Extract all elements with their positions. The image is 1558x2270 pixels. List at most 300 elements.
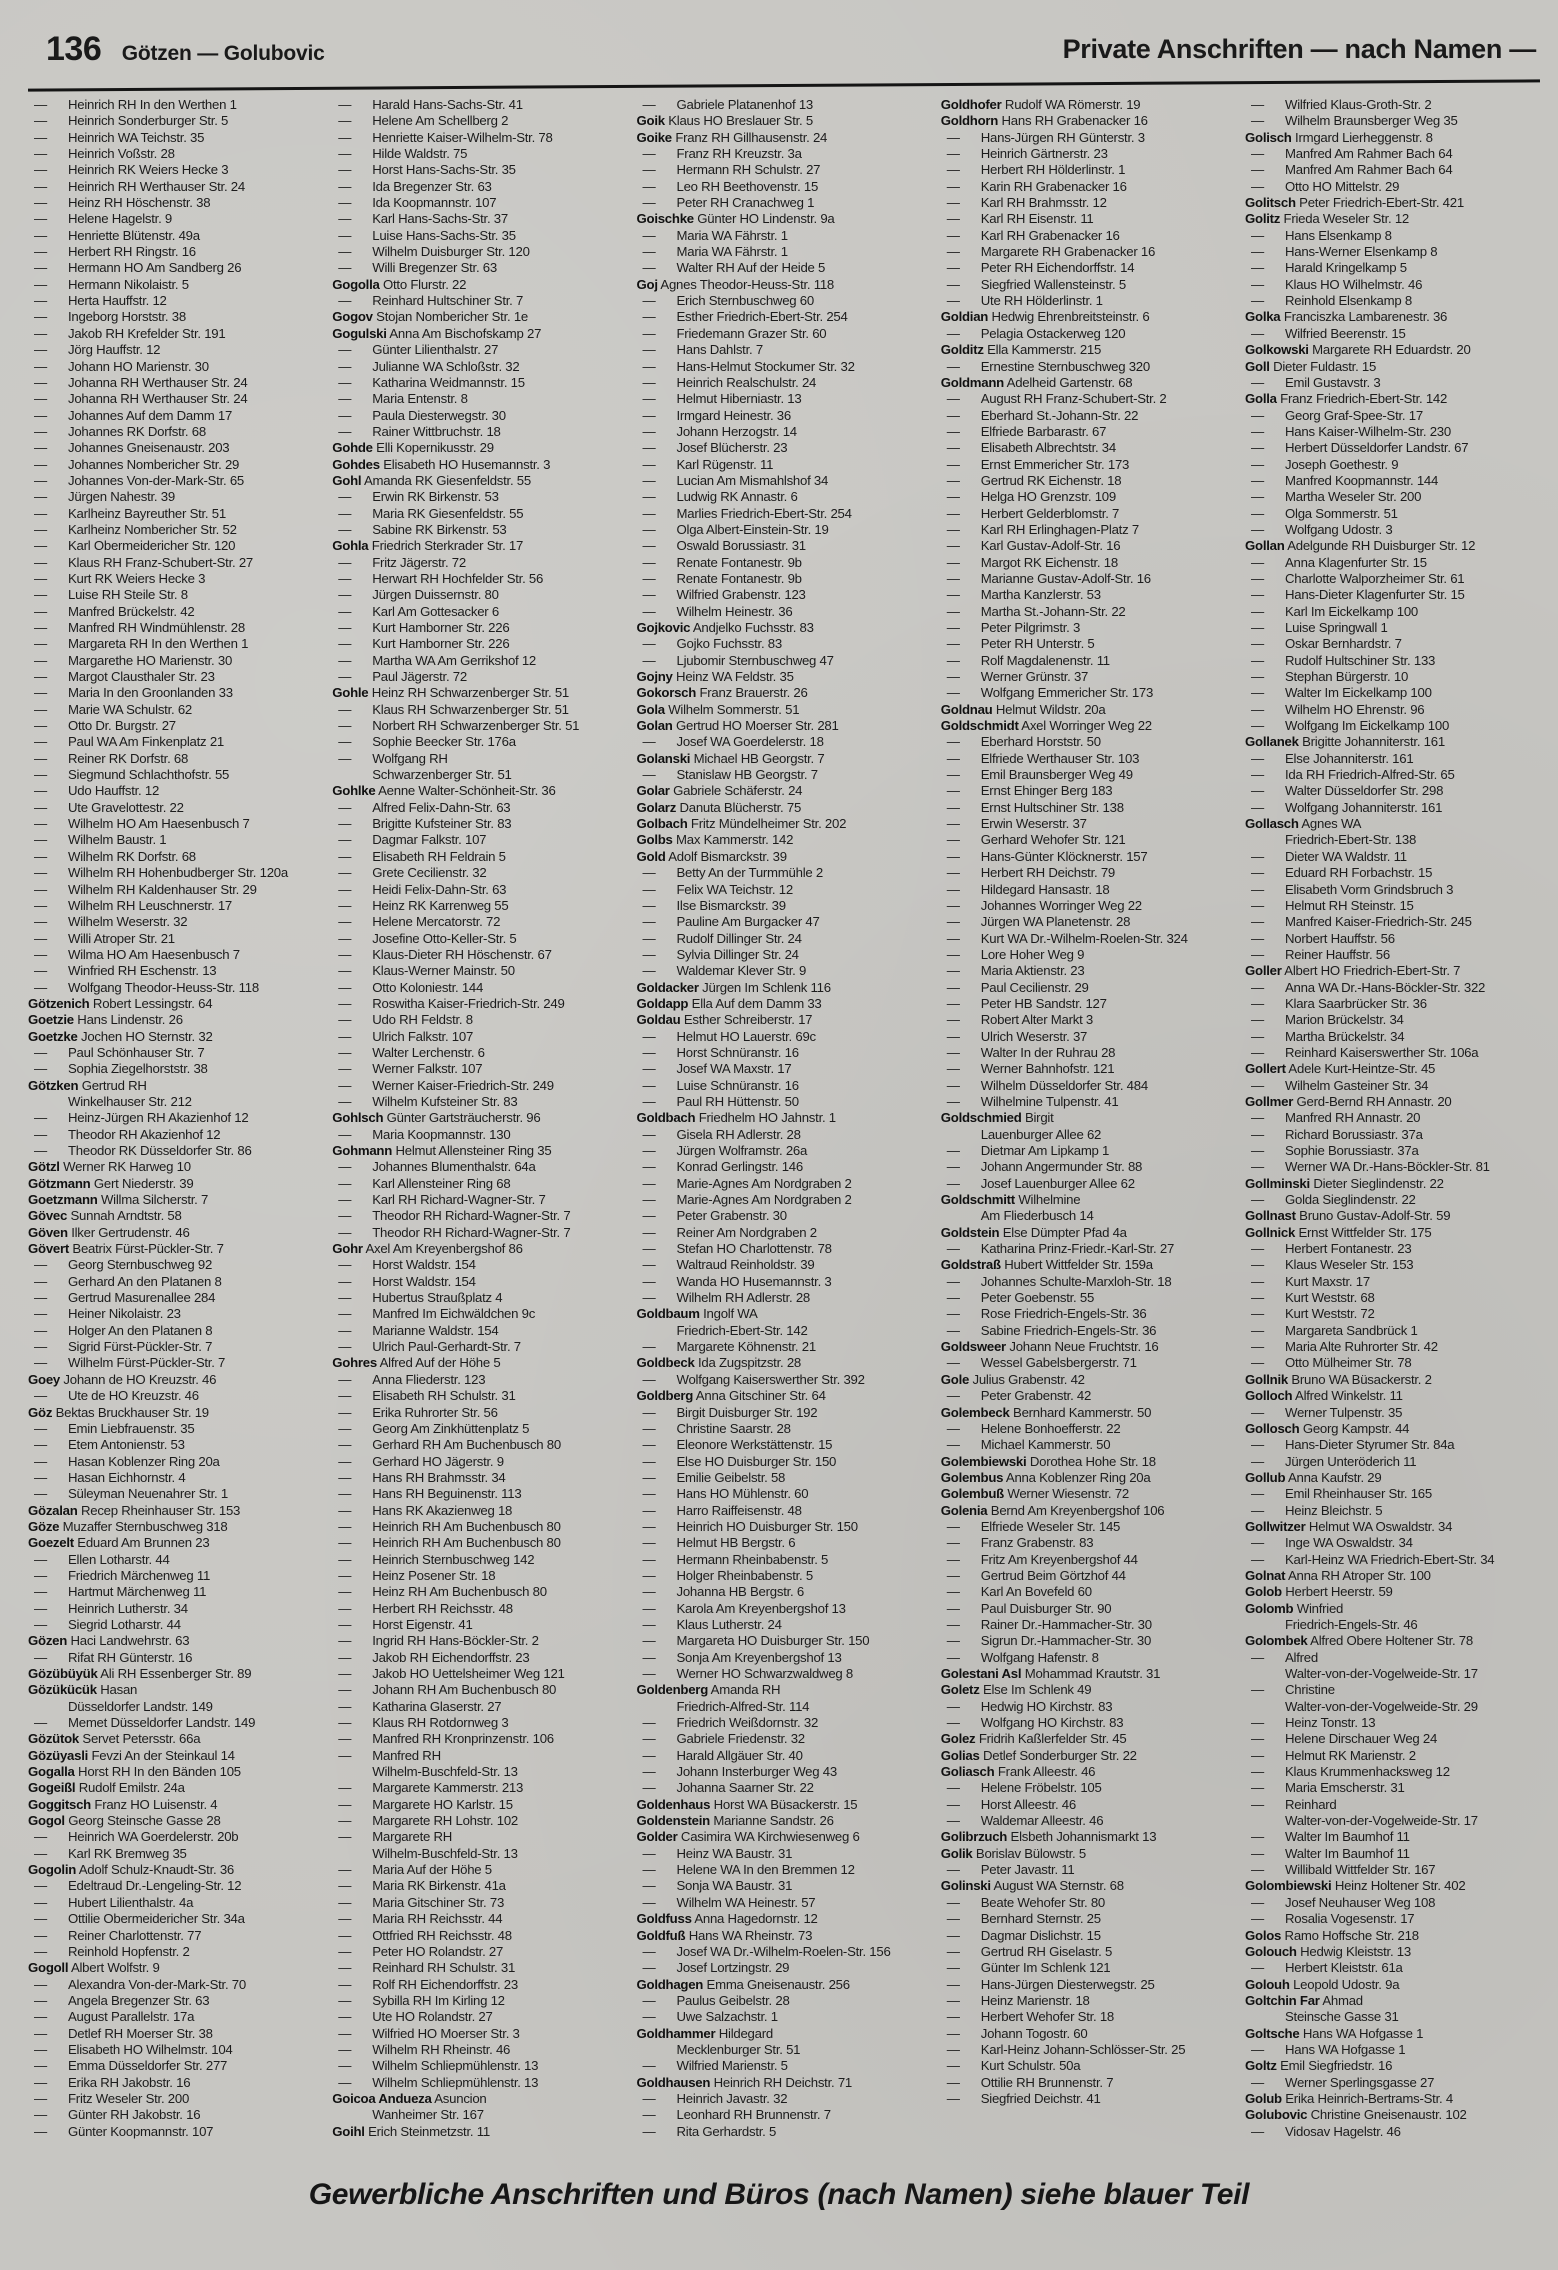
directory-entry: — Heinrich Sternbuschweg 142 — [338, 1551, 535, 1567]
directory-entry: Walter-von-der-Vogelweide-Str. 17 — [1285, 1813, 1478, 1829]
directory-entry: Gohlsch Günter Gartsträucherstr. 96 — [332, 1110, 541, 1126]
directory-entry: — Walter Düsseldorfer Str. 298 — [1251, 783, 1444, 799]
directory-entry: Golkowski Margarete RH Eduardstr. 20 — [1245, 342, 1471, 358]
directory-entry: — Ellen Lotharstr. 44 — [34, 1551, 170, 1567]
directory-entry: — Heinrich Sonderburger Str. 5 — [34, 113, 229, 129]
directory-entry: — Julianne WA Schloßstr. 32 — [338, 358, 520, 374]
directory-entry: Wanheimer Str. 167 — [372, 2107, 484, 2123]
directory-entry: — Heinrich RH Werthauser Str. 24 — [34, 178, 245, 194]
directory-entry: — Luise Hans-Sachs-Str. 35 — [338, 227, 516, 243]
directory-entry: — Gisela RH Adlerstr. 28 — [642, 1126, 801, 1142]
directory-entry: — Willibald Wittfelder Str. 167 — [1251, 1862, 1436, 1878]
directory-entry: — Renate Fontanestr. 9b — [642, 570, 802, 586]
directory-entry: — Werner Falkstr. 107 — [338, 1061, 483, 1077]
directory-entry: — Josef Blücherstr. 23 — [642, 440, 788, 456]
directory-entry: — Manfred Im Eichwäldchen 9c — [338, 1306, 536, 1322]
directory-entry: — Heinz RK Karrenweg 55 — [338, 897, 509, 913]
directory-entry: — Reiner Hauffstr. 56 — [1251, 946, 1390, 962]
directory-entry: — Sophia Ziegelhorststr. 38 — [34, 1061, 208, 1077]
directory-entry: Golembiewski Dorothea Hohe Str. 18 — [940, 1453, 1156, 1469]
directory-entry: — Sabine Friedrich-Engels-Str. 36 — [946, 1322, 1157, 1338]
directory-entry: — Gojko Fuchsstr. 83 — [642, 636, 782, 652]
directory-entry: — Else HO Duisburger Str. 150 — [642, 1453, 837, 1469]
directory-entry: Gohdes Elisabeth HO Husemannstr. 3 — [332, 456, 551, 472]
directory-entry: — Elfriede Werthauser Str. 103 — [946, 750, 1140, 766]
directory-entry: Goldfuss Anna Hagedornstr. 12 — [636, 1911, 818, 1927]
directory-entry: — Maria Auf der Höhe 5 — [338, 1862, 492, 1878]
directory-entry: — Hermann Nikolaistr. 5 — [34, 276, 189, 292]
directory-entry: — Walter Im Eickelkamp 100 — [1251, 685, 1432, 701]
directory-entry: — Lore Hoher Weg 9 — [946, 946, 1085, 962]
directory-entry: — Ottfried RH Reichsstr. 48 — [338, 1927, 512, 1943]
directory-entry: — Hasan Eichhornstr. 4 — [34, 1469, 186, 1485]
directory-entry: Walter-von-der-Vogelweide-Str. 29 — [1285, 1698, 1478, 1714]
directory-entry: Golarz Danuta Blücherstr. 75 — [636, 799, 802, 815]
directory-entry: — Wilhelmine Tulpenstr. 41 — [946, 1093, 1119, 1109]
directory-entry: — Manfred Brückelstr. 42 — [34, 603, 195, 619]
directory-entry: — Wilfried Klaus-Groth-Str. 2 — [1251, 97, 1432, 112]
directory-entry: Golder Casimira WA Kirchwiesenweg 6 — [636, 1829, 860, 1845]
directory-entry: — Maria In den Groonlanden 33 — [34, 685, 233, 701]
directory-entry: — Theodor RH Richard-Wagner-Str. 7 — [338, 1224, 571, 1240]
directory-entry: — Emil Rheinhauser Str. 165 — [1251, 1486, 1432, 1502]
directory-entry: — Jürgen Wolframstr. 26a — [642, 1143, 808, 1158]
directory-entry: Gohmann Helmut Allensteiner Ring 35 — [332, 1143, 552, 1158]
directory-entry: Goldsweer Johann Neue Fruchtstr. 16 — [940, 1339, 1159, 1355]
directory-entry: — Gertrud Beim Görtzhof 44 — [946, 1567, 1126, 1583]
directory-entry: — Holger An den Platanen 8 — [34, 1322, 213, 1338]
directory-entry: — Katharina Weidmannstr. 15 — [338, 374, 525, 390]
directory-entry: — Johanna RH Werthauser Str. 24 — [34, 391, 248, 407]
directory-entry: — Gertrud RK Eichenstr. 18 — [946, 472, 1122, 488]
directory-entry: Golbs Max Kammerstr. 142 — [636, 832, 794, 848]
directory-entry: — Hermann Rheinbabenstr. 5 — [642, 1551, 829, 1567]
directory-entry: Götzl Werner RK Harweg 10 — [28, 1159, 191, 1175]
directory-entry: — Marie-Agnes Am Nordgraben 2 — [642, 1192, 852, 1208]
directory-entry: — Karl Rügenstr. 11 — [642, 456, 774, 472]
directory-entry: Goggitsch Franz HO Luisenstr. 4 — [28, 1796, 218, 1812]
directory-entry: — Wolfgang Johanniterstr. 161 — [1251, 799, 1443, 815]
directory-entry: — Wolfgang Hafenstr. 8 — [946, 1649, 1099, 1665]
directory-entry: — Karl RH Erlinghagen-Platz 7 — [946, 521, 1139, 537]
directory-entry: — Elfriede Weseler Str. 145 — [946, 1518, 1121, 1534]
directory-entry: Gohla Friedrich Sterkrader Str. 17 — [332, 538, 524, 554]
directory-entry: — Siegfried Deichstr. 41 — [946, 2090, 1101, 2106]
directory-entry: Goll Dieter Fuldastr. 15 — [1245, 358, 1377, 374]
directory-entry: Gollnast Bruno Gustav-Adolf-Str. 59 — [1245, 1208, 1451, 1224]
directory-entry: — Emilie Geibelstr. 58 — [642, 1469, 786, 1485]
directory-entry: — Hans HO Mühlenstr. 60 — [642, 1486, 809, 1502]
directory-entry: — Hermann HO Am Sandberg 26 — [34, 260, 242, 276]
directory-entry: Goischke Günter HO Lindenstr. 9a — [636, 211, 835, 227]
directory-entry: — Marlies Friedrich-Ebert-Str. 254 — [642, 505, 852, 521]
directory-entry: — Siegfried Wallensteinstr. 5 — [946, 276, 1126, 292]
directory-entry: — Manfred RH Kronprinzenstr. 106 — [338, 1731, 554, 1747]
directory-entry: Gojny Heinz WA Feldstr. 35 — [636, 669, 794, 685]
directory-entry: — Johannes Von-der-Mark-Str. 65 — [34, 472, 245, 488]
directory-entry: Gövert Beatrix Fürst-Pückler-Str. 7 — [28, 1241, 224, 1257]
directory-entry: — Hans-Dieter Klagenfurter Str. 15 — [1251, 587, 1465, 603]
directory-entry: — Wilhelm RH Kaldenhauser Str. 29 — [34, 881, 257, 897]
directory-entry: Golitz Frieda Weseler Str. 12 — [1245, 211, 1410, 227]
directory-entry: — Helene Bonhoefferstr. 22 — [946, 1420, 1121, 1436]
directory-entry: — Peter HB Sandstr. 127 — [946, 995, 1107, 1011]
directory-entry: — Heinrich RH In den Werthen 1 — [34, 97, 237, 112]
directory-entry: — Reinhard RH Schulstr. 31 — [338, 1960, 516, 1976]
directory-entry: — Grete Cecilienstr. 32 — [338, 865, 487, 881]
directory-entry: — Hans-Günter Klöcknerstr. 157 — [946, 848, 1148, 864]
directory-entry: — Harald Hans-Sachs-Str. 41 — [338, 97, 523, 112]
directory-entry: — Sophie Borussiastr. 37a — [1251, 1143, 1419, 1158]
directory-entry: — Karl Gustav-Adolf-Str. 16 — [946, 538, 1121, 554]
directory-entry: — Ute RH Hölderlinstr. 1 — [946, 293, 1103, 309]
directory-entry: — Wilhelm Kufsteiner Str. 83 — [338, 1093, 518, 1109]
directory-entry: — Maria Aktienstr. 23 — [946, 963, 1085, 979]
directory-entry: — Peter Grabenstr. 42 — [946, 1388, 1092, 1404]
directory-entry: Golik Borislav Bülowstr. 5 — [940, 1845, 1086, 1861]
directory-entry: Goldfuß Hans WA Rheinstr. 73 — [636, 1927, 813, 1943]
directory-entry: Gollanek Brigitte Johanniterstr. 161 — [1245, 734, 1445, 750]
directory-entry: — Ute de HO Kreuzstr. 46 — [34, 1388, 199, 1404]
directory-entry: Gözükücük Hasan — [28, 1682, 138, 1698]
directory-entry: — Wilhelm Fürst-Pückler-Str. 7 — [34, 1355, 226, 1371]
directory-entry: — Franz Grabenstr. 83 — [946, 1535, 1094, 1551]
directory-entry: — Heidi Felix-Dahn-Str. 63 — [338, 881, 507, 897]
directory-entry: Golinski August WA Sternstr. 68 — [940, 1878, 1124, 1894]
directory-entry: — Elfriede Barbarastr. 67 — [946, 423, 1107, 439]
directory-entry: Gogolin Adolf Schulz-Knaudt-Str. 36 — [28, 1862, 235, 1878]
directory-entry: Gohr Axel Am Kreyenbergshof 86 — [332, 1241, 523, 1257]
directory-entry: — Ida Bregenzer Str. 63 — [338, 178, 492, 194]
directory-entry: — Ida RH Friedrich-Alfred-Str. 65 — [1251, 767, 1455, 783]
directory-entry: — Reinhard — [1251, 1796, 1337, 1812]
directory-entry: — Manfred Am Rahmer Bach 64 — [1251, 146, 1453, 162]
directory-entry: Götzenich Robert Lessingstr. 64 — [28, 995, 213, 1011]
directory-entry: Gözübüyük Ali RH Essenberger Str. 89 — [28, 1666, 252, 1681]
directory-entry: — Vidosav Hagelstr. 46 — [1251, 2123, 1401, 2139]
directory-entry: — Günter Koopmannstr. 107 — [34, 2123, 214, 2139]
directory-entry: — Margarete RH Grabenacker 16 — [946, 244, 1156, 260]
directory-entry: — Fritz Am Kreyenbergshof 44 — [946, 1551, 1138, 1567]
directory-entry: — Angela Bregenzer Str. 63 — [34, 1992, 210, 2008]
directory-entry: — Kurt Hamborner Str. 226 — [338, 620, 510, 635]
directory-entry: — Wilhelm Düsseldorfer Str. 484 — [946, 1077, 1148, 1093]
directory-entry: — Manfred Am Rahmer Bach 64 — [1251, 162, 1453, 178]
directory-entry: — Helene Fröbelstr. 105 — [946, 1780, 1102, 1796]
directory-entry: — Helga HO Grenzstr. 109 — [946, 489, 1116, 505]
directory-entry: — Herbert RH Deichstr. 79 — [946, 865, 1115, 881]
directory-entry: — Reinhold Elsenkamp 8 — [1251, 293, 1412, 309]
directory-entry: — Ingrid RH Hans-Böckler-Str. 2 — [338, 1633, 539, 1649]
directory-entry: — Josef WA Maxstr. 17 — [642, 1061, 792, 1077]
directory-entry: — Reiner Charlottenstr. 77 — [34, 1927, 202, 1943]
directory-entry: — Willi Bregenzer Str. 63 — [338, 260, 497, 276]
directory-entry: — Siegrid Lotharstr. 44 — [34, 1616, 181, 1632]
directory-entry: — Jürgen WA Planetenstr. 28 — [946, 914, 1131, 930]
directory-entry: — Maria RK Giesenfeldstr. 55 — [338, 505, 524, 521]
directory-entry: — Wilhelm Baustr. 1 — [34, 832, 167, 848]
directory-entry: — Herbert Fontanestr. 23 — [1251, 1241, 1412, 1257]
directory-entry: — Jörg Hauffstr. 12 — [34, 342, 161, 358]
directory-entry: — Siegmund Schlachthofstr. 55 — [34, 767, 230, 783]
directory-entry: — Klaus HO Wilhelmstr. 46 — [1251, 276, 1423, 292]
directory-entry: — Luise RH Steile Str. 8 — [34, 587, 188, 603]
directory-entry: — Martha Weseler Str. 200 — [1251, 489, 1422, 505]
directory-entry: — Margarete Kammerstr. 213 — [338, 1780, 524, 1796]
directory-entry: — Rainer Dr.-Hammacher-Str. 30 — [946, 1616, 1152, 1632]
directory-entry: — Heiner Nikolaistr. 23 — [34, 1306, 181, 1322]
directory-entry: — Rose Friedrich-Engels-Str. 36 — [946, 1306, 1147, 1322]
directory-entry: — Kurt WA Dr.-Wilhelm-Roelen-Str. 324 — [946, 930, 1188, 946]
directory-entry: — Hans Kaiser-Wilhelm-Str. 230 — [1251, 423, 1451, 439]
directory-entry: — Paul Cecilienstr. 29 — [946, 979, 1089, 995]
directory-entry: — Johann RH Am Buchenbusch 80 — [338, 1682, 557, 1698]
directory-entry: — Emil Braunsberger Weg 49 — [946, 767, 1133, 783]
directory-entry: — Hans-Dieter Styrumer Str. 84a — [1251, 1437, 1455, 1453]
directory-entry: — Marion Brückelstr. 34 — [1251, 1012, 1404, 1028]
directory-entry: — Heinz RH Höschenstr. 38 — [34, 195, 211, 211]
directory-entry: — Birgit Duisburger Str. 192 — [642, 1404, 818, 1420]
directory-entry: — Ernst Emmericher Str. 173 — [946, 456, 1130, 472]
directory-entry: — Charlotte Walporzheimer Str. 61 — [1251, 570, 1465, 586]
directory-entry: — Hasan Koblenzer Ring 20a — [34, 1453, 220, 1469]
directory-entry: — Reinhold Hopfenstr. 2 — [34, 1943, 190, 1959]
directory-entry: — Ernst Ehinger Berg 183 — [946, 783, 1113, 799]
directory-entry: Golembus Anna Koblenzer Ring 20a — [940, 1469, 1151, 1485]
directory-entry: — Georg Graf-Spee-Str. 17 — [1251, 407, 1423, 423]
directory-entry: — Wolfgang HO Kirchstr. 83 — [946, 1715, 1124, 1731]
directory-entry: — Fritz Weseler Str. 200 — [34, 2090, 190, 2106]
directory-entry: — Hans-Werner Elsenkamp 8 — [1251, 244, 1438, 260]
directory-entry: — Golda Sieglindenstr. 22 — [1251, 1192, 1416, 1208]
directory-entry: — Elisabeth Albrechtstr. 34 — [946, 440, 1116, 456]
directory-entry: — Karl Obermeidericher Str. 120 — [34, 538, 236, 554]
directory-entry: Goldbeck Ida Zugspitzstr. 28 — [636, 1355, 802, 1371]
directory-entry: Gogov Stojan Nombericher Str. 1e — [332, 309, 529, 325]
directory-entry: — Margarete Köhnenstr. 21 — [642, 1339, 816, 1355]
directory-entry: Goik Klaus HO Breslauer Str. 5 — [636, 113, 813, 129]
directory-entry: — Werner Sperlingsgasse 27 — [1251, 2074, 1435, 2090]
directory-entry: — Ernst Hultschiner Str. 138 — [946, 799, 1124, 815]
directory-entry: — Peter RH Eichendorffstr. 14 — [946, 260, 1135, 276]
directory-entry: — Kurt RK Weiers Hecke 3 — [34, 570, 206, 586]
directory-entry: Goldhagen Emma Gneisenaustr. 256 — [636, 1976, 850, 1992]
directory-entry: — Waldemar Alleestr. 46 — [946, 1813, 1104, 1829]
directory-entry: — Klaus Lutherstr. 24 — [642, 1616, 782, 1632]
directory-entry: — Paul Schönhauser Str. 7 — [34, 1044, 205, 1060]
directory-entry: — August Parallelstr. 17a — [34, 2009, 195, 2025]
directory-entry: Goldapp Ella Auf dem Damm 33 — [636, 995, 822, 1011]
directory-entry: — Theodor RK Düsseldorfer Str. 86 — [34, 1143, 252, 1158]
directory-entry: — Ida Koopmannstr. 107 — [338, 195, 497, 211]
directory-entry: — Joseph Goethestr. 9 — [1251, 456, 1399, 472]
directory-entry: — Karl Hans-Sachs-Str. 37 — [338, 211, 508, 227]
directory-entry: — Oskar Bernhardstr. 7 — [1251, 636, 1402, 652]
directory-entry: — Luise Springwall 1 — [1251, 620, 1388, 635]
directory-entry: — Wilfried Marienstr. 5 — [642, 2058, 788, 2074]
directory-entry: — Leonhard RH Brunnenstr. 7 — [642, 2107, 831, 2123]
directory-entry: Gole Julius Grabenstr. 42 — [940, 1371, 1085, 1387]
directory-entry: Goldhorn Hans RH Grabenacker 16 — [940, 113, 1148, 129]
directory-entry: — Wilfried Grabenstr. 123 — [642, 587, 806, 603]
directory-entry: — Kurt Maxstr. 17 — [1251, 1273, 1370, 1289]
directory-entry: — Heinz Bleichstr. 5 — [1251, 1502, 1383, 1518]
directory-entry: — Wilhelm HO Ehrenstr. 96 — [1251, 701, 1425, 717]
directory-entry: — Horst Alleestr. 46 — [946, 1796, 1076, 1812]
directory-entry: — Edeltraud Dr.-Lengeling-Str. 12 — [34, 1878, 242, 1894]
directory-entry: — Karl Allensteiner Ring 68 — [338, 1175, 511, 1191]
directory-entry: — Gerhard An den Platanen 8 — [34, 1273, 222, 1289]
directory-entry: — Hans-Jürgen RH Günterstr. 3 — [946, 129, 1145, 145]
directory-entry: Goltz Emil Siegfriedstr. 16 — [1245, 2058, 1393, 2074]
directory-entry: — Erika RH Jakobstr. 16 — [34, 2074, 191, 2090]
directory-entry: — Josef WA Dr.-Wilhelm-Roelen-Str. 156 — [642, 1943, 891, 1959]
directory-column-5 — [1245, 97, 1544, 2150]
directory-entry: — Henriette Blütenstr. 49a — [34, 227, 200, 243]
directory-entry: — Udo RH Feldstr. 8 — [338, 1012, 473, 1028]
directory-entry: — Heinrich Javastr. 32 — [642, 2090, 788, 2106]
directory-entry: Friedrich-Ebert-Str. 138 — [1285, 832, 1417, 848]
directory-entry: — Johann Herzogstr. 14 — [642, 423, 797, 439]
directory-entry: Götzken Gertrud RH — [28, 1077, 147, 1093]
directory-entry: — Reiner RK Dorfstr. 68 — [34, 750, 189, 766]
directory-entry: — Martha WA Am Gerrikshof 12 — [338, 652, 537, 668]
directory-entry: — Margarete HO Karlstr. 15 — [338, 1796, 513, 1812]
directory-entry: — Karlheinz Nombericher Str. 52 — [34, 521, 237, 537]
directory-entry: — Karl RH Grabenacker 16 — [946, 227, 1120, 243]
directory-entry: Goliasch Frank Alleestr. 46 — [940, 1764, 1096, 1780]
directory-entry: — Hans Dahlstr. 7 — [642, 342, 763, 358]
directory-entry: — Paul WA Am Finkenplatz 21 — [34, 734, 224, 750]
directory-entry: — Sabine RK Birkenstr. 53 — [338, 521, 507, 537]
directory-entry: Goldberg Anna Gitschiner Str. 64 — [636, 1388, 826, 1404]
directory-entry: — Margareta RH In den Werthen 1 — [34, 636, 249, 652]
directory-entry: Am Fliederbusch 14 — [980, 1208, 1094, 1224]
directory-entry: — Friedrich Weißdornstr. 32 — [642, 1715, 819, 1731]
directory-entry: — Rainer Wittbruchstr. 18 — [338, 423, 501, 439]
directory-entry: Friedrich-Ebert-Str. 142 — [676, 1322, 808, 1338]
directory-entry: Gola Wilhelm Sommerstr. 51 — [636, 701, 800, 717]
directory-entry: Gohde Elli Kopernikusstr. 29 — [332, 440, 494, 456]
directory-entry: — Rolf RH Eichendorffstr. 23 — [338, 1976, 518, 1992]
directory-entry: — Horst Eigenstr. 41 — [338, 1616, 473, 1632]
directory-entry: — Anna Fliederstr. 123 — [338, 1371, 486, 1387]
directory-entry: — Johann Insterburger Weg 43 — [642, 1764, 837, 1780]
directory-entry: — Josef Lortzingstr. 29 — [642, 1960, 790, 1976]
directory-entry: — Herbert RH Hölderlinstr. 1 — [946, 162, 1126, 178]
directory-entry: Lauenburger Allee 62 — [980, 1126, 1102, 1142]
directory-entry: — Wilhelm RH Rheinstr. 46 — [338, 2041, 511, 2057]
directory-entry: — Sybilla RH Im Kirling 12 — [338, 1992, 505, 2008]
directory-entry: Gözüyasli Fevzi An der Steinkaul 14 — [28, 1747, 235, 1763]
directory-entry: — Olga Sommerstr. 51 — [1251, 505, 1398, 521]
directory-entry: — Winfried RH Eschenstr. 13 — [34, 963, 217, 979]
directory-entry: — Waltraud Reinholdstr. 39 — [642, 1257, 815, 1273]
directory-entry: — Marie-Agnes Am Nordgraben 2 — [642, 1175, 852, 1191]
directory-entry: — Johannes Auf dem Damm 17 — [34, 407, 233, 423]
directory-entry: Gohl Amanda RK Giesenfeldstr. 55 — [332, 472, 531, 488]
directory-entry: Golembuß Werner Wiesenstr. 72 — [940, 1486, 1129, 1502]
directory-entry: — Martha St.-Johann-Str. 22 — [946, 603, 1126, 619]
directory-entry: — Gerhard Wehofer Str. 121 — [946, 832, 1126, 848]
directory-entry: — Heinrich Lutherstr. 34 — [34, 1600, 188, 1616]
directory-entry: — Hermann RH Schulstr. 27 — [642, 162, 821, 178]
directory-entry: — Bernhard Sternstr. 25 — [946, 1911, 1101, 1927]
directory-entry: — Wilhelm Gasteiner Str. 34 — [1251, 1077, 1429, 1093]
directory-entry: — Eberhard Horststr. 50 — [946, 734, 1101, 750]
directory-entry: Goller Albert HO Friedrich-Ebert-Str. 7 — [1245, 963, 1461, 979]
directory-entry: Wilhelm-Buschfeld-Str. 13 — [372, 1845, 518, 1861]
directory-entry: — Helene Mercatorstr. 72 — [338, 914, 501, 930]
directory-entry: — Robert Alter Markt 3 — [946, 1012, 1094, 1028]
directory-entry: — Manfred RH Annastr. 20 — [1251, 1110, 1421, 1126]
directory-entry: — Klaus Krummenhacksweg 12 — [1251, 1764, 1450, 1780]
directory-entry: Golenia Bernd Am Kreyenbergshof 106 — [940, 1502, 1165, 1518]
directory-entry: Golez Fridrih Kaßlerfelder Str. 45 — [940, 1731, 1127, 1747]
directory-entry: Gohres Alfred Auf der Höhe 5 — [332, 1355, 501, 1371]
directory-entry: — Ingeborg Horststr. 38 — [34, 309, 186, 325]
directory-entry: — Roswitha Kaiser-Friedrich-Str. 249 — [338, 995, 565, 1011]
directory-entry: — Helene WA In den Bremmen 12 — [642, 1862, 855, 1878]
directory-entry: — Herwart RH Hochfelder Str. 56 — [338, 570, 544, 586]
directory-entry: — Klaus RH Rotdornweg 3 — [338, 1715, 509, 1731]
directory-entry: Golla Franz Friedrich-Ebert-Str. 142 — [1245, 391, 1448, 407]
directory-entry: — Luise Schnüranstr. 16 — [642, 1077, 799, 1093]
directory-entry: — Wolfgang Emmericher Str. 173 — [946, 685, 1154, 701]
directory-entry: — Heinrich RK Weiers Hecke 3 — [34, 162, 229, 178]
directory-entry: — Georg Am Zinkhüttenplatz 5 — [338, 1420, 530, 1436]
directory-entry: — Georg Sternbuschweg 92 — [34, 1257, 213, 1273]
directory-entry: — Willi Atroper Str. 21 — [34, 930, 175, 946]
directory-entry: — Kurt Schulstr. 50a — [946, 2058, 1081, 2074]
directory-entry: — Margareta HO Duisburger Str. 150 — [642, 1633, 870, 1649]
directory-entry: Goldschmied Birgit — [940, 1110, 1054, 1126]
directory-entry: — Herbert Düsseldorfer Landstr. 67 — [1251, 440, 1469, 456]
directory-entry: — Etem Antonienstr. 53 — [34, 1437, 185, 1453]
directory-entry: — Richard Borussiastr. 37a — [1251, 1126, 1423, 1142]
directory-entry: — Horst Hans-Sachs-Str. 35 — [338, 162, 516, 178]
directory-entry: — Alexandra Von-der-Mark-Str. 70 — [34, 1976, 246, 1992]
directory-entry: — Walter In der Ruhrau 28 — [946, 1044, 1116, 1060]
directory-entry: — Fritz Jägerstr. 72 — [338, 554, 466, 570]
directory-entry: Golar Gabriele Schäferstr. 24 — [636, 783, 803, 799]
directory-entry: — Maria Emscherstr. 31 — [1251, 1780, 1405, 1796]
directory-entry: — Werner WA Dr.-Hans-Böckler-Str. 81 — [1251, 1159, 1490, 1175]
directory-entry: Goj Agnes Theodor-Heuss-Str. 118 — [636, 276, 834, 292]
directory-entry: — Anna WA Dr.-Hans-Böckler-Str. 322 — [1251, 979, 1486, 995]
directory-entry: — Johannes Worringer Weg 22 — [946, 897, 1142, 913]
directory-entry: Goldenhaus Horst WA Büsackerstr. 15 — [636, 1796, 858, 1812]
directory-entry: — Peter Grabenstr. 30 — [642, 1208, 787, 1224]
directory-entry: — Irmgard Heinestr. 36 — [642, 407, 791, 423]
directory-entry: — Herbert Kleiststr. 61a — [1251, 1960, 1403, 1976]
directory-entry: — Paul Duisburger Str. 90 — [946, 1600, 1112, 1616]
directory-entry: — Paul RH Hüttenstr. 50 — [642, 1093, 799, 1109]
directory-entry: — Manfred Koopmannstr. 144 — [1251, 472, 1439, 488]
directory-entry: — Norbert Hauffstr. 56 — [1251, 930, 1395, 946]
directory-entry: — Karl Am Gottesacker 6 — [338, 603, 499, 619]
directory-entry: Gollwitzer Helmut WA Oswaldstr. 34 — [1245, 1518, 1453, 1534]
directory-entry: — Herbert RH Ringstr. 16 — [34, 244, 196, 260]
directory-entry: — Wilhelm RH Leuschnerstr. 17 — [34, 897, 233, 913]
directory-entry: Gözütok Servet Petersstr. 66a — [28, 1731, 201, 1747]
directory-entry: — Paul Jägerstr. 72 — [338, 669, 467, 685]
directory-entry: Goldschmidt Axel Worringer Weg 22 — [940, 718, 1152, 734]
directory-entry: — Peter RH Cranachweg 1 — [642, 195, 815, 211]
directory-entry: — Wilhelm HO Am Haesenbusch 7 — [34, 816, 250, 832]
directory-entry: Göven Ilker Gertrudenstr. 46 — [28, 1224, 190, 1240]
directory-entry: Gollan Adelgunde RH Duisburger Str. 12 — [1245, 538, 1476, 554]
